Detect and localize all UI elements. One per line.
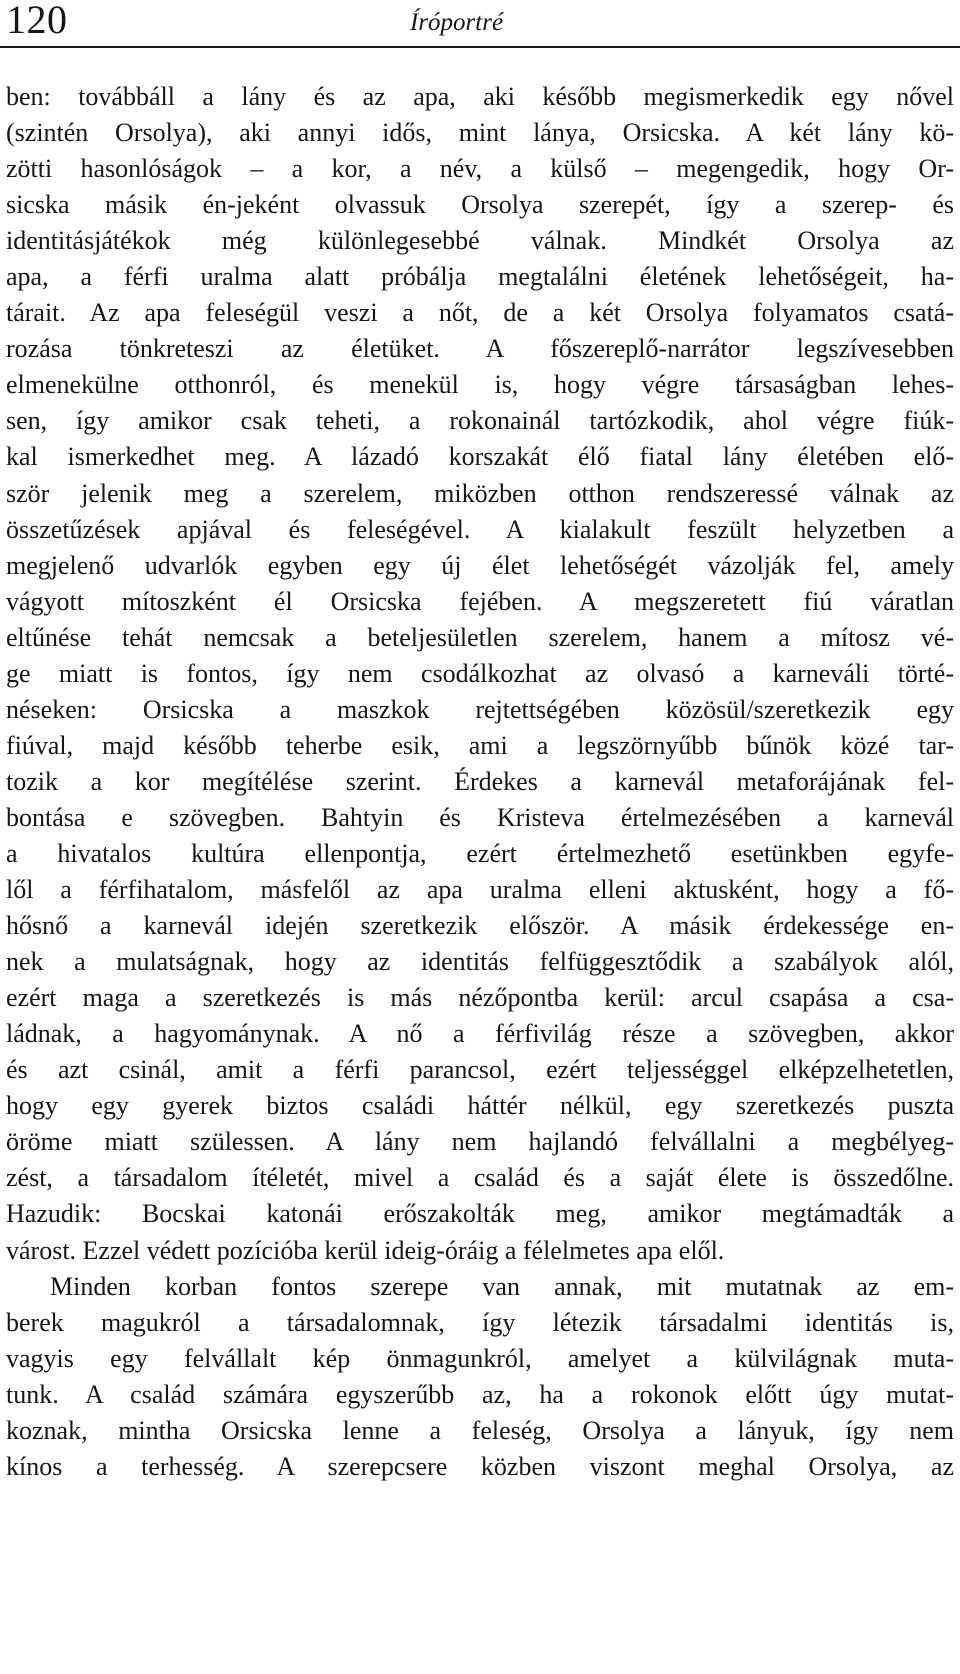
text-line: berek magukról a társadalomnak, így létezik társadalmi identitás is, xyxy=(6,1307,954,1337)
text-line: öröme miatt szülessen. A lány nem hajlandó felvállalni a megbélyeg- xyxy=(6,1127,954,1157)
text-line: elmenekülne otthonról, és menekül is, hogy végre társaságban lehes- xyxy=(6,370,954,400)
text-line: zést, a társadalom ítéletét, mivel a család és a saját élete is összedőlne. xyxy=(6,1163,954,1193)
text-line: rozása tönkreteszi az életüket. A főszereplő-narrátor legszívesebben xyxy=(6,334,954,364)
text-line: fiúval, majd később teherbe esik, ami a legszörnyűbb bűnök közé tar- xyxy=(6,730,954,760)
text-line: és azt csinál, amit a férfi parancsol, ezért teljességgel elképzelhetetlen, xyxy=(6,1055,954,1085)
text-line: sicska másik én-jeként olvassuk Orsolya szerepét, így a szerep- és xyxy=(6,190,954,220)
text-line: apa, a férfi uralma alatt próbálja megtalálni életének lehetőségeit, ha- xyxy=(6,262,954,292)
text-line: tunk. A család számára egyszerűbb az, ha a rokonok előtt úgy mutat- xyxy=(6,1379,954,1409)
text-line: ben: továbbáll a lány és az apa, aki később megismerkedik egy nővel xyxy=(6,82,954,111)
text-line: hősnő a karnevál idején szeretkezik először. A másik érdekessége en- xyxy=(6,911,954,941)
text-line: (szintén Orsolya), aki annyi idős, mint lánya, Orsicska. A két lány kö- xyxy=(6,118,954,148)
text-line: tárait. Az apa feleségül veszi a nőt, de a két Orsolya folyamatos csatá- xyxy=(6,298,954,328)
text-line: vágyott mítoszként él Orsicska fejében. A megszeretett fiú váratlan xyxy=(6,586,954,616)
text-line: koznak, mintha Orsicska lenne a feleség, Orsolya a lányuk, így nem xyxy=(6,1415,954,1445)
text-line: néseken: Orsicska a maszkok rejtettségében közösül/szeretkezik egy xyxy=(6,694,954,724)
text-line: kínos a terhesség. A szerepcsere közben viszont meghal Orsolya, az xyxy=(6,1451,954,1481)
paragraph-1 xyxy=(6,79,954,1269)
text-line: eltűnése tehát nemcsak a beteljesületlen szerelem, hanem a mítosz vé- xyxy=(6,622,954,652)
text-line: hogy egy gyerek biztos családi háttér nélkül, egy szeretkezés puszta xyxy=(6,1091,954,1121)
text-line: megjelenő udvarlók egyben egy új élet lehetőségét vázolják fel, amely xyxy=(6,550,954,580)
page-header xyxy=(0,0,960,44)
running-title: Íróportré xyxy=(410,9,504,36)
paragraph-2 xyxy=(6,1269,954,1485)
page-number: 120 xyxy=(6,0,68,42)
text-line: zötti hasonlóságok – a kor, a név, a külső – megengedik, hogy Or- xyxy=(6,154,954,184)
header-rule xyxy=(0,46,960,48)
text-line: ször jelenik meg a szerelem, miközben otthon rendszeressé válnak az xyxy=(6,478,954,508)
text-line: várost. Ezzel védett pozícióba kerül ideig-óráig a félelmetes apa elől. xyxy=(6,1235,725,1265)
text-line: tozik a kor megítélése szerint. Érdekes a karnevál metaforájának fel- xyxy=(6,766,954,796)
text-line: ezért maga a szeretkezés is más nézőpontba kerül: arcul csapása a csa- xyxy=(6,983,954,1013)
text-line: ládnak, a hagyománynak. A nő a férfivilág része a szövegben, akkor xyxy=(6,1019,954,1049)
text-line: a hivatalos kultúra ellenpontja, ezért értelmezhető esetünkben egyfe- xyxy=(6,838,954,868)
text-line: összetűzések apjával és feleségével. A kialakult feszült helyzetben a xyxy=(6,514,954,544)
text-line: lől a férfihatalom, másfelől az apa uralma elleni aktusként, hogy a fő- xyxy=(6,875,954,905)
text-line: Minden korban fontos szerepe van annak, mit mutatnak az em- xyxy=(50,1271,954,1301)
text-line: bontása e szövegben. Bahtyin és Kristeva értelmezésében a karnevál xyxy=(6,802,954,832)
text-line: ge miatt is fontos, így nem csodálkozhat az olvasó a karneváli törté- xyxy=(6,658,954,688)
text-line: vagyis egy felvállalt kép önmagunkról, amelyet a külvilágnak muta- xyxy=(6,1343,954,1373)
text-line: kal ismerkedhet meg. A lázadó korszakát élő fiatal lány életében elő- xyxy=(6,442,954,472)
text-line: Hazudik: Bocskai katonái erőszakolták meg, amikor megtámadták a xyxy=(6,1199,954,1229)
body-text xyxy=(6,79,954,1485)
text-line: sen, így amikor csak teheti, a rokonainál tartózkodik, ahol végre fiúk- xyxy=(6,406,954,436)
text-line: identitásjátékok még különlegesebbé válnak. Mindkét Orsolya az xyxy=(6,226,954,256)
text-line: nek a mulatságnak, hogy az identitás felfüggesztődik a szabályok alól, xyxy=(6,947,954,977)
